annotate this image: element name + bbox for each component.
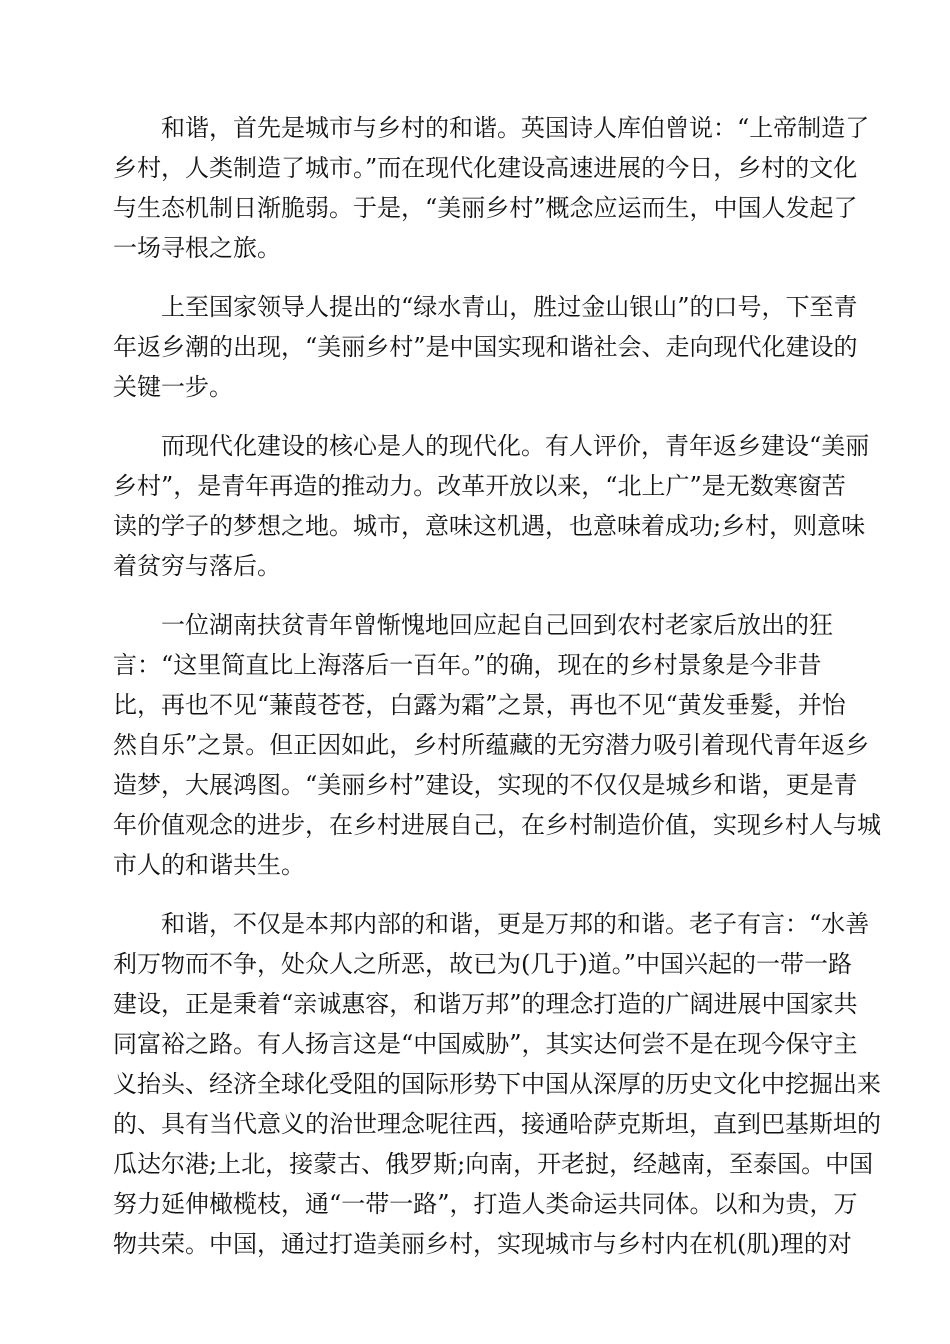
- text-line: 的、具有当代意义的治世理念呢往西，接通哈萨克斯坦，直到巴基斯坦的: [113, 1110, 881, 1138]
- text-line: 比，再也不见“蒹葭苍苍，白露为霜”之景，再也不见“黄发垂髮，并怡: [113, 691, 846, 719]
- text-line: 与生态机制日渐脆弱。于是，“美丽乡村”概念应运而生，中国人发起了: [113, 194, 858, 222]
- text-line: 然自乐”之景。但正因如此，乡村所蕴藏的无穷潜力吸引着现代青年返乡: [113, 731, 870, 759]
- text-line: 年返乡潮的出现，“美丽乡村”是中国实现和谐社会、走向现代化建设的: [113, 333, 858, 361]
- paragraph-2: [113, 287, 858, 407]
- paragraph-1: [113, 108, 870, 268]
- text-line: 努力延伸橄榄枝，通“一带一路”，打造人类命运共同体。以和为贵，万: [113, 1190, 858, 1218]
- text-line: 和谐，不仅是本邦内部的和谐，更是万邦的和谐。老子有言：“水善: [161, 910, 870, 938]
- text-line: 利万物而不争，处众人之所恶，故已为(几于)道。”中国兴起的一带一路: [113, 950, 852, 978]
- text-line: 上至国家领导人提出的“绿水青山，胜过金山银山”的口号，下至青: [161, 293, 858, 321]
- paragraph-3: [113, 426, 870, 586]
- document-body: [113, 108, 881, 1283]
- paragraph-4: [113, 605, 881, 885]
- text-line: 造梦，大展鸿图。“美丽乡村”建设，实现的不仅仅是城乡和谐，更是青: [113, 771, 858, 799]
- text-line: 而现代化建设的核心是人的现代化。有人评价，青年返乡建设“美丽: [161, 432, 870, 460]
- text-line: 瓜达尔港;上北，接蒙古、俄罗斯;向南，开老挝，经越南，至泰国。中国: [113, 1150, 874, 1178]
- text-line: 物共荣。中国，通过打造美丽乡村，实现城市与乡村内在机(肌)理的对: [113, 1230, 852, 1258]
- text-line: 市人的和谐共生。: [113, 851, 305, 879]
- paragraph-5: [113, 904, 881, 1264]
- text-line: 乡村，人类制造了城市。”而在现代化建设高速进展的今日，乡村的文化: [113, 154, 858, 182]
- text-line: 一场寻根之旅。: [113, 234, 281, 262]
- text-line: 着贫穷与落后。: [113, 552, 281, 580]
- text-line: 关键一步。: [113, 373, 233, 401]
- text-line: 读的学子的梦想之地。城市，意味这机遇，也意味着成功;乡村，则意味: [113, 512, 866, 540]
- text-line: 同富裕之路。有人扬言这是“中国威胁”，其实达何尝不是在现今保守主: [113, 1030, 858, 1058]
- text-line: 建设，正是秉着“亲诚惠容，和谐万邦”的理念打造的广阔进展中国家共: [113, 990, 858, 1018]
- text-line: 一位湖南扶贫青年曾惭愧地回应起自己回到农村老家后放出的狂: [161, 611, 833, 639]
- text-line: 言：“这里简直比上海落后一百年。”的确，现在的乡村景象是今非昔: [113, 651, 822, 679]
- text-line: 义抬头、经济全球化受阻的国际形势下中国从深厚的历史文化中挖掘出来: [113, 1070, 881, 1098]
- text-line: 年价值观念的进步，在乡村进展自己，在乡村制造价值，实现乡村人与城: [113, 811, 881, 839]
- text-line: 和谐，首先是城市与乡村的和谐。英国诗人库伯曾说：“上帝制造了: [161, 114, 870, 142]
- text-line: 乡村”，是青年再造的推动力。改革开放以来，“北上广”是无数寒窗苦: [113, 472, 846, 500]
